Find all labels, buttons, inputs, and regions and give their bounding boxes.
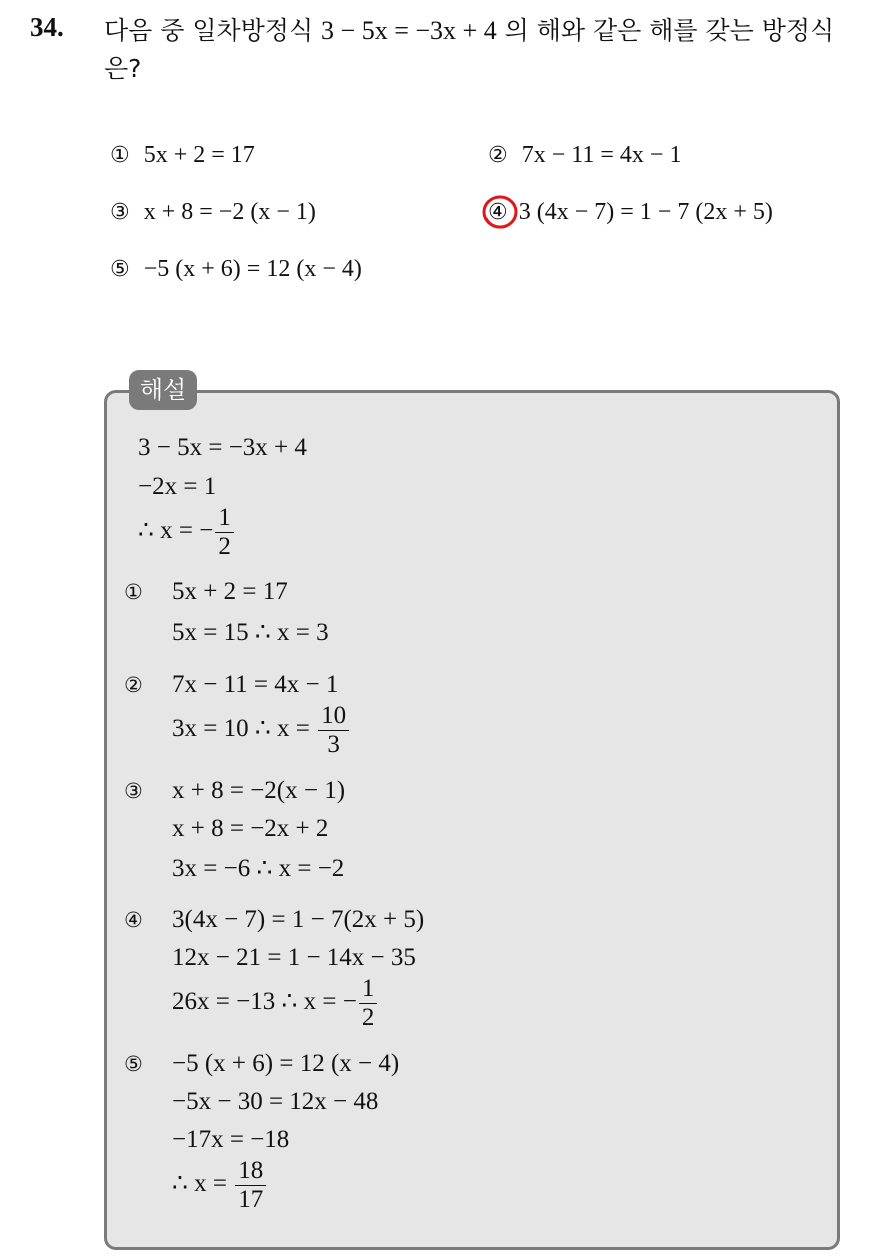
solution-line: 5x + 2 = 17 (172, 578, 288, 605)
solution-line: 3(4x − 7) = 1 − 7(2x + 5) (172, 906, 425, 933)
choice-expression: −5 (x + 6) = 12 (x − 4) (143, 256, 362, 282)
choice-expression: 3 (4x − 7) = 1 − 7 (2x + 5) (518, 199, 773, 225)
fraction (235, 1157, 266, 1214)
question-text-after: 의 해와 같은 해를 갖는 방정식은? (104, 16, 835, 83)
choice-expression: x + 8 = −2 (x − 1) (143, 199, 316, 225)
fraction-numerator: 10 (318, 702, 349, 731)
question-number: 34. (30, 12, 64, 42)
fraction-denominator: 2 (361, 1004, 375, 1031)
choice-5[interactable] (110, 256, 362, 283)
solution-line: 7x − 11 = 4x − 1 (172, 671, 339, 698)
choice-3[interactable] (110, 199, 316, 226)
choice-expression: 5x + 2 = 17 (143, 142, 255, 168)
solution-line: 12x − 21 = 1 − 14x − 35 (172, 944, 416, 971)
solution-text: 26x = −13 ∴ x = − (172, 988, 357, 1016)
solution-line: −2x = 1 (138, 473, 217, 500)
question-text (104, 12, 864, 88)
solution-line (138, 504, 236, 561)
solution-choice-number: ② (124, 673, 143, 697)
solution-choice-number: ⑤ (124, 1052, 143, 1076)
solution-text: ∴ x = (172, 1170, 234, 1198)
solution-line: 3 − 5x = −3x + 4 (138, 434, 307, 461)
solution-line: −5 (x + 6) = 12 (x − 4) (172, 1050, 400, 1077)
choice-number-text: ④ (488, 200, 508, 225)
question-text-before: 다음 중 일차방정식 (104, 16, 322, 45)
fraction (318, 702, 349, 759)
choice-number: ③ (110, 200, 130, 225)
solution-line (172, 702, 351, 759)
choice-number: ② (488, 143, 508, 168)
solution-line: 5x = 15 ∴ x = 3 (172, 619, 329, 646)
fraction-numerator: 1 (215, 504, 234, 533)
selected-circle-mark-icon (480, 192, 520, 232)
solution-choice-number: ① (124, 580, 143, 604)
choice-number: ⑤ (110, 257, 130, 282)
solution-text: 3x = 10 ∴ x = (172, 715, 317, 743)
choice-expression: 7x − 11 = 4x − 1 (521, 142, 682, 168)
solution-choice-number: ④ (124, 908, 143, 932)
choice-1[interactable] (110, 142, 255, 169)
fraction-denominator: 3 (327, 731, 340, 758)
fraction-numerator: 1 (359, 975, 378, 1004)
solution-line: 3x = −6 ∴ x = −2 (172, 855, 345, 882)
solution-line: −5x − 30 = 12x − 48 (172, 1088, 379, 1115)
fraction-numerator: 18 (235, 1157, 266, 1186)
solution-line (172, 975, 379, 1032)
fraction-denominator: 17 (238, 1186, 264, 1213)
choice-4[interactable] (488, 199, 773, 226)
solution-choice-number: ③ (124, 779, 143, 803)
fraction-denominator: 2 (218, 533, 231, 560)
choice-number (488, 200, 515, 225)
choice-number: ① (110, 143, 130, 168)
solution-tag: 해설 (129, 370, 197, 410)
fraction (215, 504, 234, 561)
solution-line: −17x = −18 (172, 1126, 290, 1153)
choice-2[interactable] (488, 142, 681, 169)
solution-line (172, 1157, 268, 1214)
question-equation: 3 − 5x = −3x + 4 (321, 16, 497, 45)
solution-line: x + 8 = −2(x − 1) (172, 777, 346, 804)
fraction (359, 975, 378, 1032)
solution-text: ∴ x = − (138, 517, 214, 545)
solution-line: x + 8 = −2x + 2 (172, 815, 329, 842)
